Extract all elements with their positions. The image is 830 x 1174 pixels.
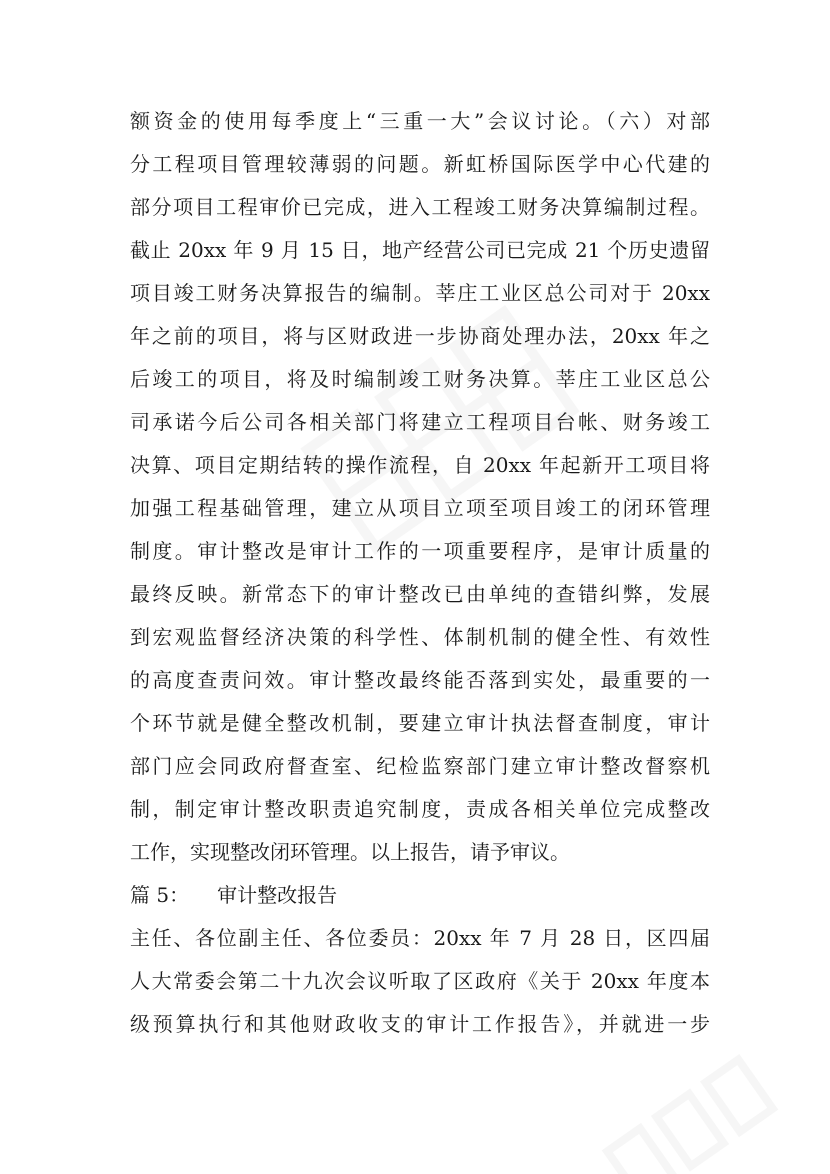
watermark-icon — [588, 1037, 793, 1174]
text-line: 到宏观监督经济决策的科学性、体制机制的健全性、有效性 — [130, 625, 710, 649]
text-line: 年之前的项目，将与区财政进一步协商处理办法，20xx 年之 — [130, 324, 710, 348]
text-line: 截止 20xx 年 9 月 15 日，地产经营公司已完成 21 个历史遗留 — [130, 238, 710, 262]
text-line: 主任、各位副主任、各位委员：20xx 年 7 月 28 日，区四届 — [130, 926, 710, 950]
document-body — [130, 100, 710, 1046]
text-line: 制，制定审计整改职责追究制度，责成各相关单位完成整改 — [130, 797, 710, 821]
text-line: 加强工程基础管理，建立从项目立项至项目竣工的闭环管理 — [130, 496, 710, 520]
text-line: 的高度查责问效。审计整改最终能否落到实处，最重要的一 — [130, 668, 710, 692]
text-line: 司承诺今后公司各相关部门将建立工程项目台帐、财务竣工 — [130, 410, 710, 434]
section-heading — [130, 874, 710, 917]
text-line: 项目竣工财务决算报告的编制。莘庄工业区总公司对于 20xx — [130, 281, 710, 305]
text-line: 最终反映。新常态下的审计整改已由单纯的查错纠弊，发展 — [130, 582, 710, 606]
text-line: 部门应会同政府督查室、纪检监察部门建立审计整改督察机 — [130, 754, 710, 778]
text-line: 分工程项目管理较薄弱的问题。新虹桥国际医学中心代建的 — [130, 152, 710, 176]
section-title: 审计整改报告 — [217, 883, 338, 907]
text-line: 决算、项目定期结转的操作流程，自 20xx 年起新开工项目将 — [130, 453, 710, 477]
text-line: 人大常委会第二十九次会议听取了区政府《关于 20xx 年度本 — [130, 969, 710, 993]
text-line: 工作，实现整改闭环管理。以上报告，请予审议。 — [130, 840, 570, 864]
text-line: 制度。审计整改是审计工作的一项重要程序，是审计质量的 — [130, 539, 710, 563]
text-line: 个环节就是健全整改机制，要建立审计执法督查制度，审计 — [130, 711, 710, 735]
paragraph-continuation — [130, 100, 710, 874]
text-line: 级预算执行和其他财政收支的审计工作报告》，并就进一步 — [130, 1012, 710, 1036]
text-line: 部分项目工程审价已完成，进入工程竣工财务决算编制过程。 — [130, 195, 710, 219]
text-line: 后竣工的项目，将及时编制竣工财务决算。莘庄工业区总公 — [130, 367, 710, 391]
section-number: 篇 5： — [130, 883, 190, 907]
section-paragraph — [130, 917, 710, 1046]
text-line: 额资金的使用每季度上“三重一大”会议讨论。（六）对部 — [130, 109, 710, 133]
